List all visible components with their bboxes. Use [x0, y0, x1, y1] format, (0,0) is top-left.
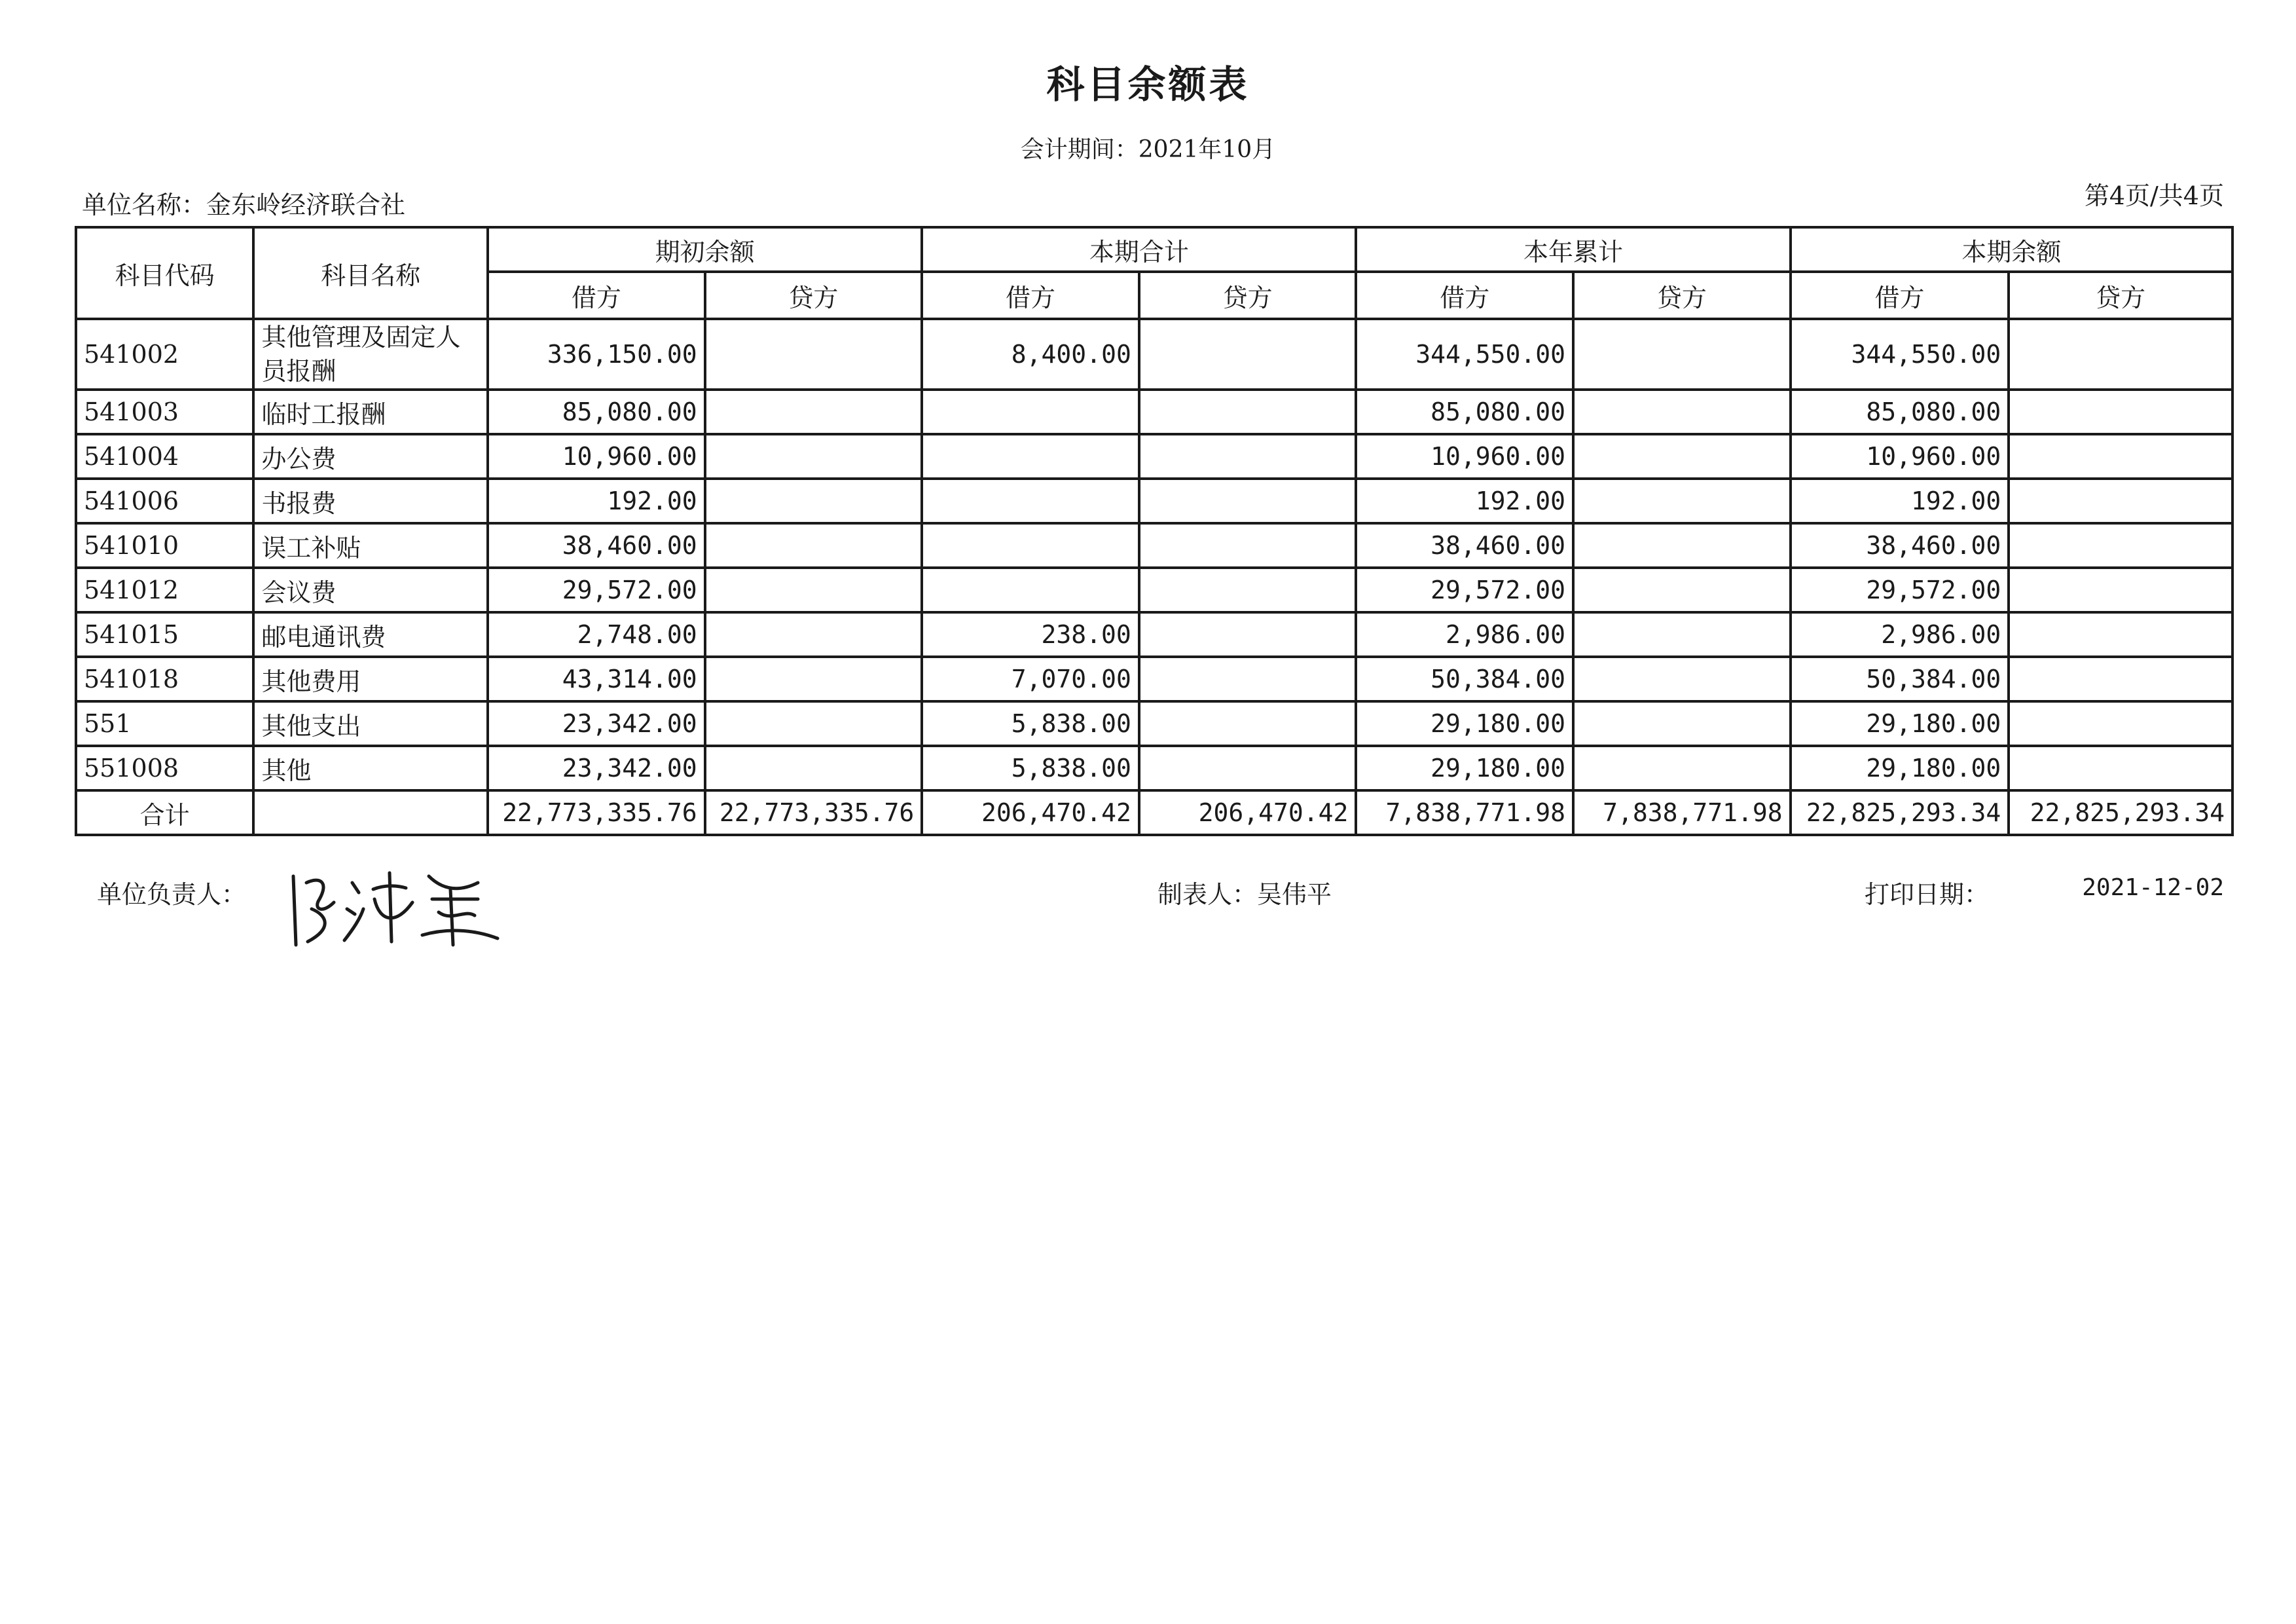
period-debit [922, 390, 1139, 434]
maker: 制表人：吴伟平 [1157, 880, 1332, 909]
account-code: 541004 [76, 434, 253, 479]
account-code: 541015 [76, 612, 253, 657]
ytd-debit: 29,572.00 [1356, 568, 1573, 612]
account-code: 551 [76, 701, 253, 746]
period-debit: 5,838.00 [922, 701, 1139, 746]
closing-debit: 29,572.00 [1791, 568, 2009, 612]
ytd-credit [1573, 319, 1791, 390]
table-row [76, 390, 2232, 434]
accounting-period: 会计期间：2021年10月 [1020, 136, 1276, 163]
opening-debit: 10,960.00 [488, 434, 705, 479]
period-debit [922, 568, 1139, 612]
period-debit: 238.00 [922, 612, 1139, 657]
account-code: 541006 [76, 479, 253, 523]
account-name: 邮电通讯费 [253, 612, 488, 657]
opening-credit [705, 434, 922, 479]
responsible-label: 单位负责人： [97, 880, 247, 909]
col-header-credit: 贷方 [2009, 272, 2232, 319]
account-name: 其他费用 [253, 657, 488, 701]
opening-debit: 23,342.00 [488, 701, 705, 746]
period-credit [1139, 568, 1357, 612]
opening-debit: 29,572.00 [488, 568, 705, 612]
account-name: 其他 [253, 746, 488, 790]
account-name: 临时工报酬 [253, 390, 488, 434]
period-credit [1139, 657, 1357, 701]
account-code: 541018 [76, 657, 253, 701]
balance-table [75, 226, 2234, 836]
col-header-debit: 借方 [922, 272, 1139, 319]
col-header-credit: 贷方 [705, 272, 922, 319]
account-name: 书报费 [253, 479, 488, 523]
ytd-credit [1573, 434, 1791, 479]
period-debit: 7,070.00 [922, 657, 1139, 701]
ytd-credit [1573, 612, 1791, 657]
opening-debit: 43,314.00 [488, 657, 705, 701]
closing-debit: 192.00 [1791, 479, 2009, 523]
period-credit [1139, 434, 1357, 479]
closing-credit [2009, 319, 2232, 390]
opening-credit [705, 701, 922, 746]
ytd-credit [1573, 568, 1791, 612]
print-date: 2021-12-02 [2082, 874, 2224, 901]
opening-credit [705, 657, 922, 701]
table-row [76, 434, 2232, 479]
total-ytd-debit: 7,838,771.98 [1356, 790, 1573, 835]
closing-credit [2009, 523, 2232, 568]
col-header-opening: 期初余额 [488, 227, 922, 272]
handwritten-signature [282, 863, 504, 955]
ytd-debit: 38,460.00 [1356, 523, 1573, 568]
ytd-credit [1573, 479, 1791, 523]
col-header-code: 科目代码 [76, 227, 253, 319]
opening-credit [705, 612, 922, 657]
closing-debit: 29,180.00 [1791, 746, 2009, 790]
total-opening-credit: 22,773,335.76 [705, 790, 922, 835]
closing-credit [2009, 612, 2232, 657]
closing-debit: 50,384.00 [1791, 657, 2009, 701]
ytd-credit [1573, 523, 1791, 568]
ytd-debit: 50,384.00 [1356, 657, 1573, 701]
ytd-debit: 10,960.00 [1356, 434, 1573, 479]
table-row [76, 657, 2232, 701]
period-credit [1139, 479, 1357, 523]
col-header-debit: 借方 [1356, 272, 1573, 319]
total-period-credit: 206,470.42 [1139, 790, 1357, 835]
total-opening-debit: 22,773,335.76 [488, 790, 705, 835]
col-header-debit: 借方 [1791, 272, 2009, 319]
period-credit [1139, 746, 1357, 790]
closing-credit [2009, 479, 2232, 523]
col-header-ytd: 本年累计 [1356, 227, 1790, 272]
total-closing-debit: 22,825,293.34 [1791, 790, 2009, 835]
ytd-debit: 85,080.00 [1356, 390, 1573, 434]
account-name: 其他支出 [253, 701, 488, 746]
ytd-credit [1573, 701, 1791, 746]
period-credit [1139, 319, 1357, 390]
period-credit [1139, 390, 1357, 434]
opening-debit: 2,748.00 [488, 612, 705, 657]
col-header-name: 科目名称 [253, 227, 488, 319]
opening-credit [705, 479, 922, 523]
account-code: 541012 [76, 568, 253, 612]
period-debit [922, 479, 1139, 523]
opening-credit [705, 523, 922, 568]
closing-debit: 344,550.00 [1791, 319, 2009, 390]
print-date-label: 打印日期： [1865, 880, 1990, 909]
ytd-debit: 192.00 [1356, 479, 1573, 523]
col-header-debit: 借方 [488, 272, 705, 319]
table-row [76, 319, 2232, 390]
opening-credit [705, 319, 922, 390]
ytd-debit: 344,550.00 [1356, 319, 1573, 390]
account-code: 541003 [76, 390, 253, 434]
table-row [76, 612, 2232, 657]
account-code: 541010 [76, 523, 253, 568]
report-title: 科目余额表 [1046, 62, 1250, 107]
opening-debit: 85,080.00 [488, 390, 705, 434]
period-debit: 8,400.00 [922, 319, 1139, 390]
opening-debit: 192.00 [488, 479, 705, 523]
closing-credit [2009, 434, 2232, 479]
total-row [76, 790, 2232, 835]
opening-debit: 38,460.00 [488, 523, 705, 568]
opening-debit: 336,150.00 [488, 319, 705, 390]
closing-debit: 29,180.00 [1791, 701, 2009, 746]
closing-debit: 85,080.00 [1791, 390, 2009, 434]
col-header-closing: 本期余额 [1791, 227, 2232, 272]
opening-credit [705, 390, 922, 434]
page-number: 第4页/共4页 [2084, 181, 2224, 210]
table-row [76, 523, 2232, 568]
opening-debit: 23,342.00 [488, 746, 705, 790]
period-debit [922, 523, 1139, 568]
closing-debit: 2,986.00 [1791, 612, 2009, 657]
ytd-debit: 2,986.00 [1356, 612, 1573, 657]
total-period-debit: 206,470.42 [922, 790, 1139, 835]
total-label: 合计 [76, 790, 253, 835]
ytd-credit [1573, 390, 1791, 434]
closing-credit [2009, 568, 2232, 612]
total-name-empty [253, 790, 488, 835]
account-name: 会议费 [253, 568, 488, 612]
period-debit [922, 434, 1139, 479]
table-row [76, 568, 2232, 612]
ytd-debit: 29,180.00 [1356, 746, 1573, 790]
closing-credit [2009, 657, 2232, 701]
total-closing-credit: 22,825,293.34 [2009, 790, 2232, 835]
col-header-credit: 贷方 [1573, 272, 1791, 319]
period-debit: 5,838.00 [922, 746, 1139, 790]
ytd-credit [1573, 746, 1791, 790]
unit-name: 单位名称：金东岭经济联合社 [82, 191, 406, 219]
account-code: 541002 [76, 319, 253, 390]
period-credit [1139, 701, 1357, 746]
closing-debit: 10,960.00 [1791, 434, 2009, 479]
account-name: 办公费 [253, 434, 488, 479]
account-code: 551008 [76, 746, 253, 790]
account-name: 误工补贴 [253, 523, 488, 568]
col-header-credit: 贷方 [1139, 272, 1357, 319]
table-row [76, 479, 2232, 523]
ytd-credit [1573, 657, 1791, 701]
closing-credit [2009, 390, 2232, 434]
ytd-debit: 29,180.00 [1356, 701, 1573, 746]
col-header-period-total: 本期合计 [922, 227, 1356, 272]
table-row [76, 746, 2232, 790]
closing-debit: 38,460.00 [1791, 523, 2009, 568]
opening-credit [705, 746, 922, 790]
closing-credit [2009, 746, 2232, 790]
account-name: 其他管理及固定人员报酬 [253, 319, 488, 390]
header-row-groups [76, 227, 2232, 272]
total-ytd-credit: 7,838,771.98 [1573, 790, 1791, 835]
opening-credit [705, 568, 922, 612]
closing-credit [2009, 701, 2232, 746]
table-row [76, 701, 2232, 746]
period-credit [1139, 523, 1357, 568]
period-credit [1139, 612, 1357, 657]
